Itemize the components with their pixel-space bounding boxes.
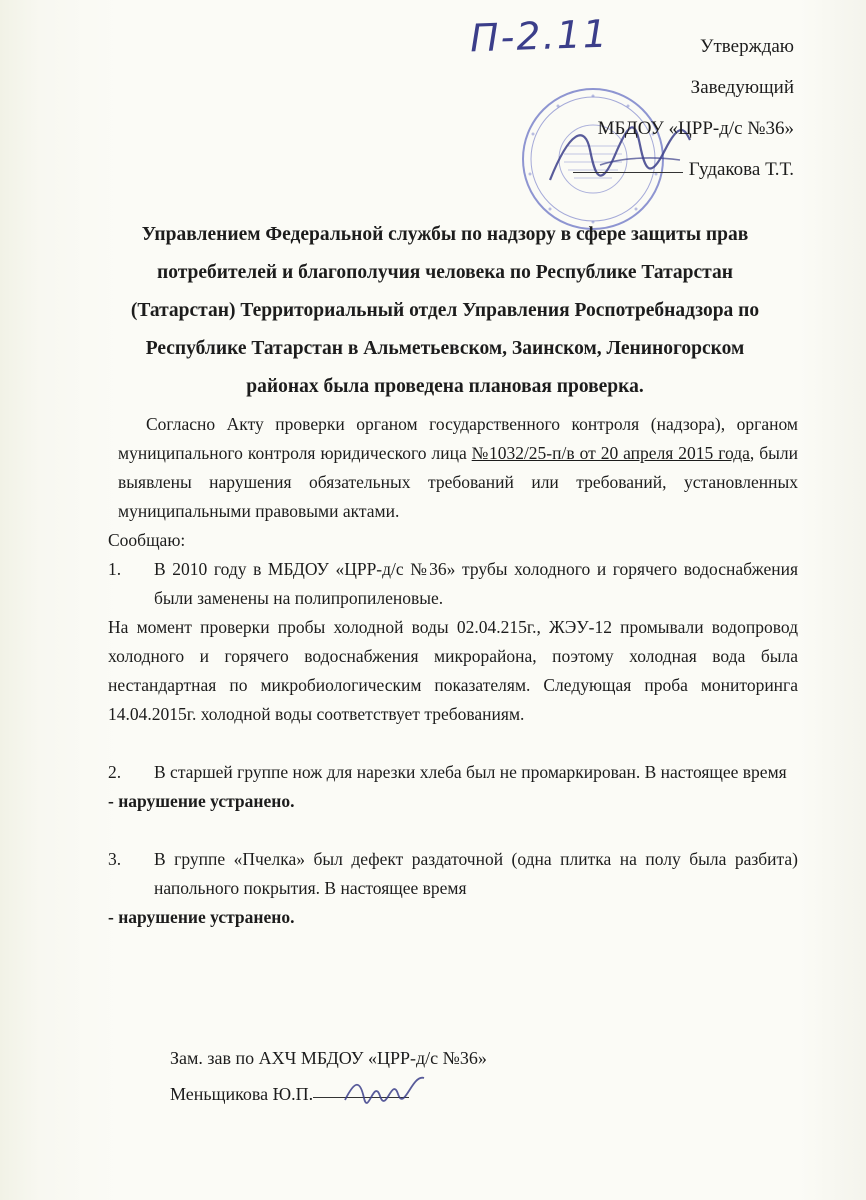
signature-block (170, 1040, 487, 1112)
list-item (108, 555, 798, 613)
approval-title: Утверждаю (700, 36, 794, 57)
title-line: Республике Татарстан в Альметьевском, Заинском, Лениногорском (145, 338, 745, 359)
item-number: 2. (108, 762, 122, 782)
document-title (100, 216, 790, 406)
document-body (108, 410, 799, 932)
title-line: потребителей и благополучия человека по Республике Татарстан (157, 262, 733, 283)
item-continuation: На момент проверки пробы холодной воды 02.04.215г., ЖЭУ-12 промывали водопровод холодного и горячего водоснабжения микрорайона, поэтому холодная вода была нестандартная по микробиологическим показателям. Следующая проба мониторинга 14.04.2015г. холодной воды соответствует требованиям. (108, 617, 798, 724)
item-text: В группе «Пчелка» был дефект раздаточной (одна плитка на полу была разбита) напольного покрытия. В настоящее время (154, 849, 798, 898)
title-line: районах была проведена плановая проверка. (246, 376, 644, 397)
item-resolution: - нарушение устранено. (108, 791, 295, 811)
item-number: 1. (108, 559, 122, 579)
item-number: 3. (108, 849, 122, 869)
item-resolution: - нарушение устранено. (108, 907, 295, 927)
intro-paragraph (118, 410, 798, 526)
title-line: (Татарстан) Территориальный отдел Управления Роспотребнадзора по (130, 300, 760, 321)
signer-line (170, 1076, 487, 1112)
item-text: В старшей группе нож для нарезки хлеба был не промаркирован. В настоящее время (154, 762, 787, 782)
approval-block (573, 26, 794, 190)
title-line: Управлением Федеральной службы по надзору в сфере защиты прав (141, 224, 749, 245)
intro-text-end: , были выявлены нарушения обязательных требований или требований, установленных муниципальными правовыми актами. (118, 443, 799, 521)
list-item (108, 758, 798, 787)
signer-name: Меньщикова Ю.П. (170, 1084, 314, 1104)
deputy-signature (340, 1070, 430, 1110)
approval-position: Заведующий (690, 77, 794, 98)
signature-underline (573, 172, 683, 173)
handwritten-number: П-2.11 (469, 11, 610, 61)
item-text: В 2010 году в МБДОУ «ЦРР-д/с №36» трубы холодного и горячего водоснабжения были заменены на полипропиленовые. (154, 559, 798, 608)
report-label: Сообщаю: (108, 530, 186, 550)
list-item (108, 845, 798, 903)
signer-position: Зам. зав по АХЧ МБДОУ «ЦРР-д/с №36» (170, 1048, 487, 1068)
approval-signature-line (573, 149, 794, 190)
approval-organization: МБДОУ «ЦРР-д/с №36» (597, 118, 794, 139)
approval-name: Гудакова Т.Т. (688, 159, 794, 180)
act-reference: №1032/25-п/в от 20 апреля 2015 года (471, 443, 750, 463)
intro-text: Согласно Акту проверки органом государственного контроля (надзора), органом муниципального контроля юридического лица (118, 414, 798, 463)
